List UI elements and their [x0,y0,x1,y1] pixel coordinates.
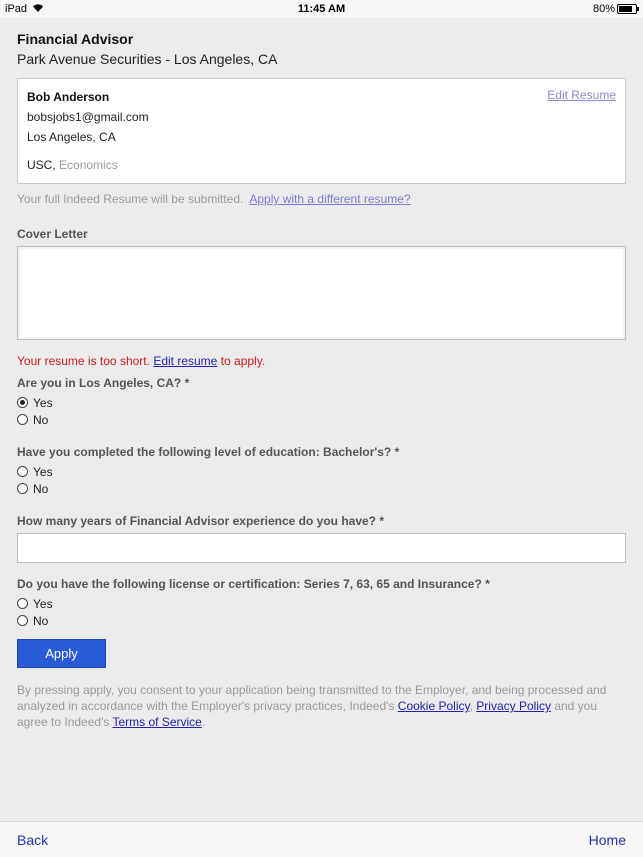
resume-school: USC [27,158,53,172]
education-separator: , [52,158,56,172]
question-experience-label: How many years of Financial Advisor experience do you have? * [17,514,385,528]
option-label: No [33,481,49,496]
radio-location-no[interactable] [17,411,626,428]
radio-unchecked-icon[interactable] [17,414,28,425]
back-button[interactable]: Back [17,832,49,848]
cover-letter-label: Cover Letter [17,227,88,241]
privacy-policy-link[interactable]: Privacy Policy [476,699,551,713]
radio-education-yes[interactable] [17,463,626,480]
carrier-label: iPad [5,3,28,15]
home-button[interactable]: Home [588,832,626,848]
consent-text [17,682,626,730]
resume-note [17,192,626,206]
terms-of-service-link[interactable]: Terms of Service [112,715,202,729]
application-form [17,30,626,730]
radio-unchecked-icon[interactable] [17,483,28,494]
radio-unchecked-icon[interactable] [17,598,28,609]
radio-checked-icon[interactable] [17,397,28,408]
status-bar [0,0,643,18]
resume-location: Los Angeles, CA [27,130,116,144]
option-label: Yes [33,395,53,410]
cookie-policy-link[interactable]: Cookie Policy [397,699,470,713]
job-title: Financial Advisor [17,31,134,47]
cover-letter-input[interactable] [17,246,626,340]
radio-unchecked-icon[interactable] [17,615,28,626]
error-prefix: Your resume is too short. [17,354,150,368]
bottom-nav [0,821,643,857]
resume-field: Economics [55,158,118,172]
resume-note-text: Your full Indeed Resume will be submitted. [17,192,244,206]
edit-resume-error-link[interactable]: Edit resume [153,354,218,368]
error-message [17,354,626,368]
experience-years-input[interactable] [17,533,626,563]
question-location-label: Are you in Los Angeles, CA? * [17,376,190,390]
apply-button[interactable]: Apply [17,639,106,668]
radio-license-yes[interactable] [17,595,626,612]
edit-resume-link[interactable]: Edit Resume [547,88,616,102]
option-label: No [33,412,49,427]
clock: 11:45 AM [297,3,346,15]
resume-email: bobsjobs1@gmail.com [27,110,149,124]
consent-text-1: By pressing apply, you consent to your application being transmitted to the Employer, and being processed and analyzed in accordance with the Employer's privacy practices, Indeed's [17,683,607,713]
resume-education [27,158,616,172]
consent-period: . [201,715,206,729]
question-license-options [17,595,626,629]
radio-unchecked-icon[interactable] [17,466,28,477]
option-label: No [33,613,49,628]
radio-license-no[interactable] [17,612,626,629]
consent-text-2: and you agree to Indeed's [17,699,598,729]
option-label: Yes [33,464,53,479]
radio-education-no[interactable] [17,480,626,497]
error-suffix: to apply. [220,354,266,368]
question-education-label: Have you completed the following level of education: Bachelor's? * [17,445,400,459]
battery-percent: 80% [592,3,615,15]
option-label: Yes [33,596,53,611]
question-license-label: Do you have the following license or certification: Series 7, 63, 65 and Insurance? * [17,577,490,591]
battery-icon [617,4,637,14]
job-company: Park Avenue Securities - Los Angeles, CA [17,51,278,67]
consent-comma: , [469,699,473,713]
radio-location-yes[interactable] [17,394,626,411]
resume-name: Bob Anderson [27,90,110,104]
different-resume-link[interactable]: Apply with a different resume? [249,192,411,206]
resume-card [17,78,626,184]
question-location-options [17,394,626,428]
question-education-options [17,463,626,497]
